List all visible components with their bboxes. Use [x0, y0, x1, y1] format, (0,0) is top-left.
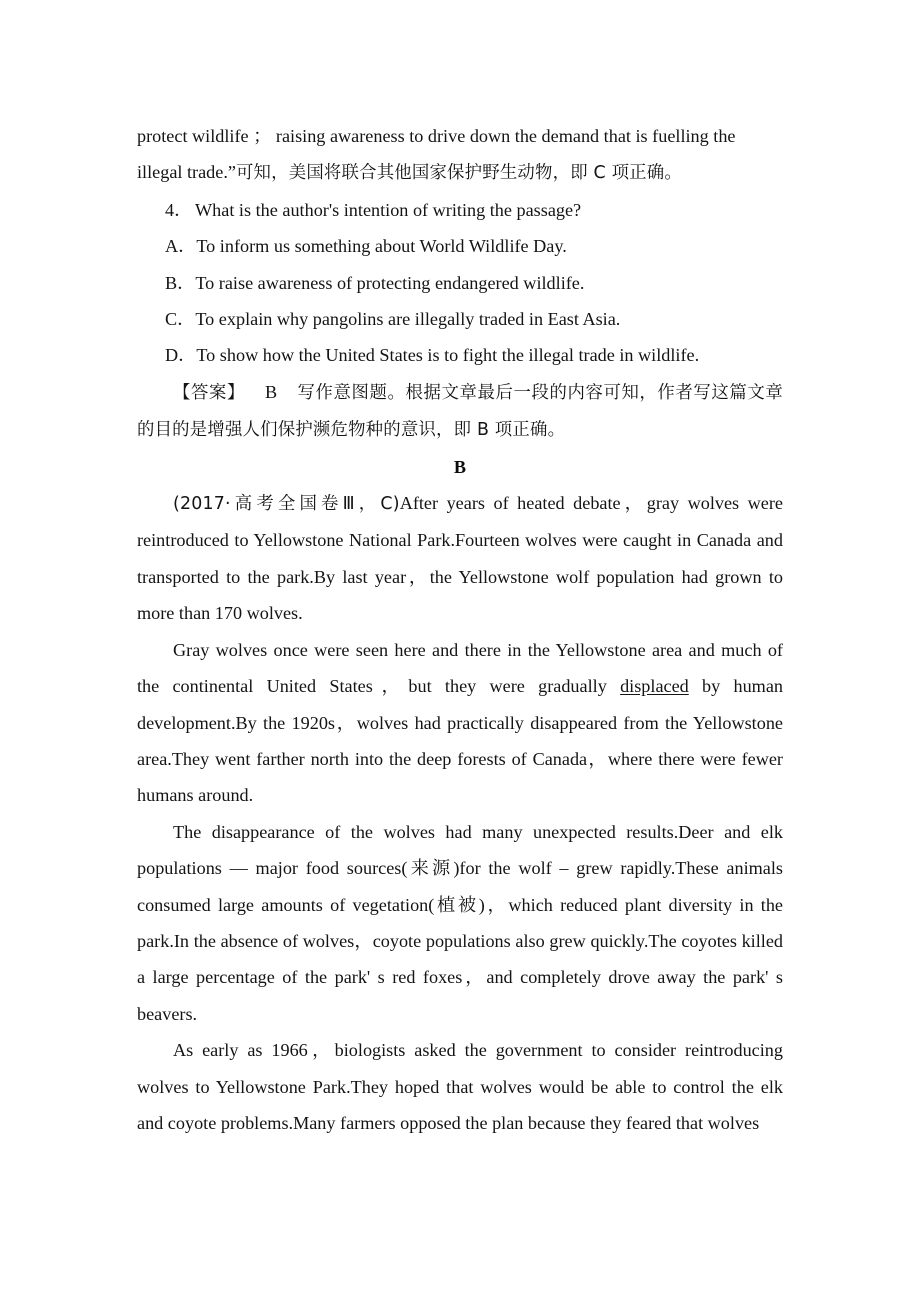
passage-paragraph-2	[137, 632, 783, 814]
option-d-text: To show how the United States is to fight the illegal trade in wildlife.	[196, 345, 700, 366]
option-b-text: To raise awareness of protecting endangered wildlife.	[195, 272, 585, 293]
option-c-text: To explain why pangolins are illegally traded in East Asia.	[195, 309, 621, 330]
page-content-flow	[137, 118, 783, 1141]
option-d-label: D．	[165, 345, 197, 366]
passage-paragraph-2-pre: Gray wolves once were seen here and there in the Yellowstone area and much of the continental United States，but they were gradually	[137, 639, 783, 697]
passage-source-citation: (2017·高考全国卷Ⅲ，C)	[173, 494, 400, 515]
passage-paragraph-1	[137, 485, 783, 632]
answer-block	[137, 374, 783, 449]
question-option-b[interactable]	[137, 265, 783, 301]
question-stem-text: What is the author's intention of writing the passage?	[195, 199, 582, 220]
answer-marker: 【答案】	[173, 382, 245, 403]
passage-paragraph-2-post: by human development.By the 1920s，wolves had practically disappeared from the Yellowstone area.They went farther north into the deep forests of Canada，where there were fewer humans around.	[137, 676, 783, 806]
carryover-explanation-line-1: protect wildlife ； raising awareness to drive down the demand that is fuelling the	[137, 126, 736, 146]
question-stem-line	[137, 192, 783, 228]
question-number: 4．	[165, 199, 193, 220]
passage-underlined-word: displaced	[620, 676, 689, 697]
option-a-text: To inform us something about World Wildlife Day.	[196, 236, 567, 257]
carryover-explanation-en: illegal trade.”	[137, 162, 236, 183]
passage-section-label: B	[453, 456, 467, 477]
answer-choice: B	[264, 381, 278, 402]
carryover-explanation-line-2	[137, 154, 783, 191]
option-b-label: B．	[165, 272, 196, 293]
option-c-label: C．	[165, 309, 196, 330]
option-a-label: A．	[165, 236, 197, 257]
passage-paragraph-1-text: After years of heated debate，gray wolves were reintroduced to Yellowstone National Park.Fourteen wolves were caught in Canada and transported to the park.By last year，the Yellowstone wolf population had grown to more than 170 wolves.	[137, 493, 783, 624]
passage-paragraph-3: The disappearance of the wolves had many unexpected results.Deer and elk populations — major food sources(来源)for the wolf – grew rapidly.These animals consumed large amounts of vegetation(植被)，which reduced plant diversity in the park.In the absence of wolves，coyote populations also grew quickly.The coyotes killed a large percentage of the park' s red foxes，and completely drove away the park' s beavers.	[137, 821, 783, 1024]
passage-paragraph-4: As early as 1966，biologists asked the government to consider reintroducing wolves to Yellowstone Park.They hoped that wolves would be able to control the elk and coyote problems.Many farmers opposed the plan because they feared that wolves	[137, 1040, 783, 1133]
document-page	[137, 0, 783, 1302]
question-option-c[interactable]	[137, 301, 783, 337]
question-option-a[interactable]	[137, 228, 783, 264]
question-option-d[interactable]	[137, 337, 783, 373]
answer-explanation: 写作意图题。根据文章最后一段的内容可知，作者写这篇文章的目的是增强人们保护濒危物种的意识，即 B 项正确。	[137, 382, 783, 441]
carryover-explanation-zh: 可知，美国将联合其他国家保护野生动物，即 C 项正确。	[235, 163, 682, 184]
